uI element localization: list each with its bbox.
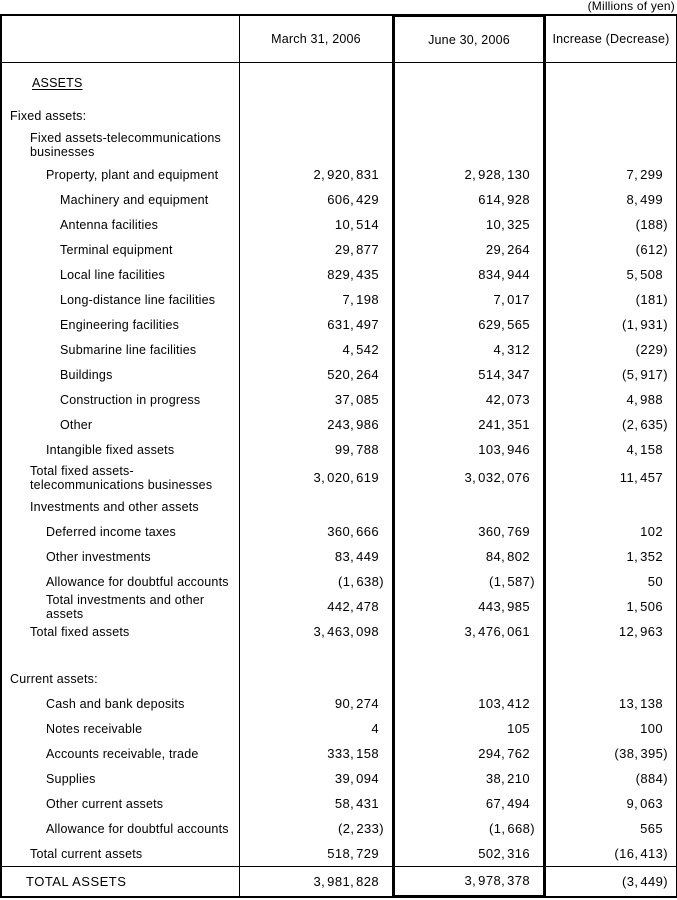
row-label-cell bbox=[0, 741, 240, 766]
value-cell bbox=[240, 437, 395, 462]
table-row bbox=[0, 791, 677, 816]
table-row bbox=[0, 841, 677, 866]
cell-value: 67, 494 bbox=[485, 795, 530, 811]
row-label: Construction in progress bbox=[60, 392, 201, 407]
value-cell bbox=[395, 387, 546, 412]
row-label-cell bbox=[0, 412, 240, 437]
cell-value: 50 bbox=[647, 573, 663, 589]
value-cell bbox=[395, 128, 546, 162]
row-label: Fixed assets-telecommunications businesses bbox=[30, 131, 221, 159]
cell-value: 103, 946 bbox=[478, 441, 530, 457]
cell-value: (16, 413) bbox=[614, 845, 668, 861]
value-cell bbox=[395, 841, 546, 866]
row-label: Long-distance line facilities bbox=[60, 292, 216, 307]
value-cell bbox=[395, 187, 546, 212]
table-header-row bbox=[0, 14, 677, 63]
row-label-cell bbox=[0, 63, 240, 103]
value-cell bbox=[395, 691, 546, 716]
value-cell bbox=[240, 162, 395, 187]
value-cell bbox=[395, 816, 546, 841]
cell-value: 241, 351 bbox=[478, 416, 530, 432]
value-cell bbox=[240, 816, 395, 841]
header-cell-march bbox=[240, 14, 395, 63]
row-label-cell bbox=[0, 287, 240, 312]
value-cell bbox=[240, 128, 395, 162]
value-cell bbox=[546, 437, 677, 462]
row-label-cell bbox=[0, 691, 240, 716]
row-label-cell bbox=[0, 716, 240, 741]
value-cell bbox=[546, 791, 677, 816]
cell-value: 294, 762 bbox=[478, 745, 530, 761]
value-cell bbox=[395, 262, 546, 287]
table-row bbox=[0, 437, 677, 462]
row-label-cell bbox=[0, 544, 240, 569]
table-row bbox=[0, 212, 677, 237]
value-cell bbox=[395, 866, 546, 898]
value-cell bbox=[240, 287, 395, 312]
value-cell bbox=[395, 462, 546, 494]
value-cell bbox=[395, 437, 546, 462]
value-cell bbox=[546, 312, 677, 337]
header-cell-labels bbox=[0, 14, 240, 63]
cell-value: 5, 508 bbox=[626, 266, 663, 282]
value-cell bbox=[546, 716, 677, 741]
row-label: Investments and other assets bbox=[30, 499, 199, 514]
value-cell bbox=[395, 716, 546, 741]
row-label-cell bbox=[0, 569, 240, 594]
value-cell bbox=[395, 791, 546, 816]
value-cell bbox=[546, 162, 677, 187]
cell-value: (2, 635) bbox=[621, 416, 668, 432]
cell-value: 39, 094 bbox=[334, 770, 379, 786]
cell-value: 29, 264 bbox=[485, 241, 530, 257]
row-label: Engineering facilities bbox=[60, 317, 180, 332]
row-label: Intangible fixed assets bbox=[46, 442, 175, 457]
value-cell bbox=[240, 691, 395, 716]
row-label: Submarine line facilities bbox=[60, 342, 197, 357]
cell-value: 10, 514 bbox=[334, 216, 379, 232]
value-cell bbox=[395, 619, 546, 644]
value-cell bbox=[395, 494, 546, 519]
table-row bbox=[0, 412, 677, 437]
row-label: Other current assets bbox=[46, 796, 164, 811]
value-cell bbox=[240, 841, 395, 866]
column-header-march-31-2006: March 31, 2006 bbox=[271, 32, 361, 46]
row-label: Terminal equipment bbox=[60, 242, 173, 257]
value-cell bbox=[395, 569, 546, 594]
cell-value: 11, 457 bbox=[619, 470, 663, 485]
value-cell bbox=[546, 128, 677, 162]
cell-value: 606, 429 bbox=[327, 191, 379, 207]
row-label-cell bbox=[0, 644, 240, 666]
cell-value: 243, 986 bbox=[327, 416, 379, 432]
row-label-cell bbox=[0, 594, 240, 619]
table-row bbox=[0, 262, 677, 287]
row-label-cell bbox=[0, 262, 240, 287]
row-label: TOTAL ASSETS bbox=[26, 873, 127, 889]
row-label: Supplies bbox=[46, 771, 96, 786]
value-cell bbox=[546, 619, 677, 644]
row-label-cell bbox=[0, 766, 240, 791]
row-label-cell bbox=[0, 494, 240, 519]
row-label-cell bbox=[0, 312, 240, 337]
value-cell bbox=[395, 237, 546, 262]
cell-value: (38, 395) bbox=[614, 745, 668, 761]
cell-value: 7, 017 bbox=[493, 291, 530, 307]
cell-value: 629, 565 bbox=[478, 316, 530, 332]
row-label: Other bbox=[60, 417, 93, 432]
value-cell bbox=[546, 212, 677, 237]
row-label-cell bbox=[0, 162, 240, 187]
cell-value: 10, 325 bbox=[485, 216, 530, 232]
table-row bbox=[0, 766, 677, 791]
value-cell bbox=[240, 741, 395, 766]
value-cell bbox=[240, 262, 395, 287]
row-label: Antenna facilities bbox=[60, 217, 159, 232]
value-cell bbox=[240, 63, 395, 103]
value-cell bbox=[546, 766, 677, 791]
row-label-cell bbox=[0, 462, 240, 494]
row-label-cell bbox=[0, 212, 240, 237]
cell-value: 565 bbox=[640, 820, 663, 836]
table-row bbox=[0, 128, 677, 162]
row-label-cell bbox=[0, 103, 240, 128]
table-row bbox=[0, 716, 677, 741]
value-cell bbox=[240, 594, 395, 619]
cell-value: 333, 158 bbox=[327, 745, 379, 761]
header-cell-june bbox=[395, 14, 546, 63]
cell-value: 1, 506 bbox=[626, 598, 663, 614]
cell-value: 614, 928 bbox=[478, 191, 530, 207]
table-row bbox=[0, 866, 677, 898]
unit-note: (Millions of yen) bbox=[587, 0, 675, 13]
table-row bbox=[0, 312, 677, 337]
value-cell bbox=[395, 741, 546, 766]
cell-value: 360, 666 bbox=[327, 523, 379, 539]
row-label-cell bbox=[0, 866, 240, 898]
value-cell bbox=[395, 63, 546, 103]
value-cell bbox=[546, 741, 677, 766]
value-cell bbox=[240, 866, 395, 898]
value-cell bbox=[395, 212, 546, 237]
value-cell bbox=[395, 362, 546, 387]
cell-value: 12, 963 bbox=[618, 623, 663, 639]
row-label-cell bbox=[0, 387, 240, 412]
row-label-cell bbox=[0, 791, 240, 816]
table-row bbox=[0, 569, 677, 594]
value-cell bbox=[240, 462, 395, 494]
cell-value: 514, 347 bbox=[478, 366, 530, 382]
cell-value: 360, 769 bbox=[478, 523, 530, 539]
column-header-june-30-2006: June 30, 2006 bbox=[428, 32, 510, 47]
value-cell bbox=[240, 212, 395, 237]
value-cell bbox=[240, 237, 395, 262]
cell-value: 83, 449 bbox=[334, 548, 379, 564]
cell-value: 834, 944 bbox=[478, 266, 530, 282]
cell-value: 518, 729 bbox=[327, 845, 379, 861]
value-cell bbox=[395, 162, 546, 187]
value-cell bbox=[395, 666, 546, 691]
row-label-cell bbox=[0, 816, 240, 841]
value-cell bbox=[395, 337, 546, 362]
row-label: Allowance for doubtful accounts bbox=[46, 574, 229, 589]
row-label-cell bbox=[0, 362, 240, 387]
table-row bbox=[0, 337, 677, 362]
cell-value: (884) bbox=[635, 770, 668, 786]
row-label-cell bbox=[0, 841, 240, 866]
row-label: Total investments and other assets bbox=[46, 594, 205, 619]
assets-table bbox=[0, 14, 677, 898]
row-label: Other investments bbox=[46, 549, 151, 564]
row-label-cell bbox=[0, 437, 240, 462]
cell-value: 1, 352 bbox=[626, 548, 663, 564]
value-cell bbox=[546, 103, 677, 128]
value-cell bbox=[240, 387, 395, 412]
cell-value: 7, 198 bbox=[342, 291, 379, 307]
table-row bbox=[0, 691, 677, 716]
value-cell bbox=[546, 287, 677, 312]
value-cell bbox=[240, 666, 395, 691]
value-cell bbox=[240, 569, 395, 594]
cell-value: 4, 988 bbox=[626, 391, 663, 407]
column-header-increase-decrease: Increase (Decrease) bbox=[552, 32, 670, 46]
table-row bbox=[0, 462, 677, 494]
cell-value: 9, 063 bbox=[626, 795, 663, 811]
row-label: Notes receivable bbox=[46, 721, 143, 736]
row-label-cell bbox=[0, 619, 240, 644]
value-cell bbox=[240, 716, 395, 741]
cell-value: (1, 668) bbox=[488, 820, 535, 836]
cell-value: 29, 877 bbox=[334, 241, 379, 257]
cell-value: 3, 981, 828 bbox=[313, 873, 379, 889]
value-cell bbox=[240, 312, 395, 337]
cell-value: (612) bbox=[635, 241, 668, 257]
cell-value: 13, 138 bbox=[618, 695, 663, 711]
cell-value: 7, 299 bbox=[626, 166, 663, 182]
value-cell bbox=[546, 412, 677, 437]
value-cell bbox=[395, 519, 546, 544]
cell-value: 502, 316 bbox=[478, 845, 530, 861]
table-row bbox=[0, 544, 677, 569]
cell-value: 2, 920, 831 bbox=[313, 166, 379, 182]
header-cell-change bbox=[546, 14, 677, 63]
cell-value: 37, 085 bbox=[334, 391, 379, 407]
cell-value: (2, 233) bbox=[337, 820, 384, 836]
value-cell bbox=[546, 237, 677, 262]
value-cell bbox=[240, 337, 395, 362]
row-label-cell bbox=[0, 237, 240, 262]
cell-value: 99, 788 bbox=[334, 441, 379, 457]
value-cell bbox=[546, 494, 677, 519]
cell-value: 4, 158 bbox=[626, 441, 663, 457]
cell-value: (5, 917) bbox=[621, 366, 668, 382]
value-cell bbox=[240, 644, 395, 666]
table-row bbox=[0, 387, 677, 412]
value-cell bbox=[240, 791, 395, 816]
table-row bbox=[0, 816, 677, 841]
cell-value: 3, 020, 619 bbox=[313, 470, 379, 485]
row-label-cell bbox=[0, 187, 240, 212]
cell-value: 829, 435 bbox=[327, 266, 379, 282]
value-cell bbox=[546, 519, 677, 544]
value-cell bbox=[546, 691, 677, 716]
table-row bbox=[0, 237, 677, 262]
value-cell bbox=[395, 544, 546, 569]
cell-value: 8, 499 bbox=[626, 191, 663, 207]
table-row bbox=[0, 287, 677, 312]
row-label: Local line facilities bbox=[60, 267, 165, 282]
row-label: Buildings bbox=[60, 367, 113, 382]
cell-value: (229) bbox=[635, 341, 668, 357]
table-row bbox=[0, 594, 677, 619]
value-cell bbox=[546, 262, 677, 287]
value-cell bbox=[240, 412, 395, 437]
row-label: Machinery and equipment bbox=[60, 192, 209, 207]
cell-value: (188) bbox=[635, 216, 668, 232]
cell-value: (181) bbox=[635, 291, 668, 307]
value-cell bbox=[546, 866, 677, 898]
value-cell bbox=[240, 494, 395, 519]
row-label-cell bbox=[0, 337, 240, 362]
cell-value: (3, 449) bbox=[621, 873, 668, 889]
table-row bbox=[0, 619, 677, 644]
cell-value: 4 bbox=[371, 720, 379, 736]
row-label: Property, plant and equipment bbox=[46, 167, 219, 182]
table-row bbox=[0, 362, 677, 387]
cell-value: 4, 542 bbox=[342, 341, 379, 357]
row-label-cell bbox=[0, 666, 240, 691]
row-label: Total current assets bbox=[30, 846, 143, 861]
value-cell bbox=[240, 544, 395, 569]
value-cell bbox=[395, 103, 546, 128]
table-row bbox=[0, 63, 677, 103]
row-label: Current assets: bbox=[10, 671, 98, 686]
value-cell bbox=[395, 412, 546, 437]
cell-value: 105 bbox=[507, 720, 530, 736]
cell-value: 103, 412 bbox=[478, 695, 530, 711]
value-cell bbox=[546, 816, 677, 841]
cell-value: 631, 497 bbox=[327, 316, 379, 332]
cell-value: 4, 312 bbox=[493, 341, 530, 357]
value-cell bbox=[240, 187, 395, 212]
cell-value: (1, 587) bbox=[488, 573, 535, 589]
value-cell bbox=[395, 312, 546, 337]
cell-value: 100 bbox=[640, 720, 663, 736]
value-cell bbox=[546, 337, 677, 362]
value-cell bbox=[546, 387, 677, 412]
table-row bbox=[0, 519, 677, 544]
table-row bbox=[0, 666, 677, 691]
value-cell bbox=[240, 619, 395, 644]
table-row bbox=[0, 494, 677, 519]
value-cell bbox=[546, 594, 677, 619]
cell-value: 42, 073 bbox=[485, 391, 530, 407]
value-cell bbox=[240, 362, 395, 387]
value-cell bbox=[395, 766, 546, 791]
cell-value: 520, 264 bbox=[327, 366, 379, 382]
value-cell bbox=[240, 519, 395, 544]
value-cell bbox=[395, 287, 546, 312]
table-row bbox=[0, 103, 677, 128]
cell-value: 3, 978, 378 bbox=[464, 873, 530, 888]
value-cell bbox=[546, 644, 677, 666]
row-label: Total fixed assets-telecommunications businesses bbox=[30, 464, 213, 492]
cell-value: 90, 274 bbox=[334, 695, 379, 711]
value-cell bbox=[546, 666, 677, 691]
row-label-cell bbox=[0, 128, 240, 162]
row-label: Total fixed assets bbox=[30, 624, 130, 639]
table-row bbox=[0, 741, 677, 766]
row-label: Deferred income taxes bbox=[46, 524, 176, 539]
cell-value: 3, 476, 061 bbox=[464, 623, 530, 639]
row-label: Fixed assets: bbox=[10, 108, 87, 123]
cell-value: (1, 638) bbox=[337, 573, 384, 589]
cell-value: 3, 463, 098 bbox=[313, 623, 379, 639]
row-label: Allowance for doubtful accounts bbox=[46, 821, 229, 836]
cell-value: 2, 928, 130 bbox=[464, 166, 530, 182]
cell-value: (1, 931) bbox=[621, 316, 668, 332]
row-label: Accounts receivable, trade bbox=[46, 746, 199, 761]
cell-value: 84, 802 bbox=[485, 548, 530, 564]
table-row bbox=[0, 187, 677, 212]
cell-value: 38, 210 bbox=[485, 770, 530, 786]
cell-value: 102 bbox=[640, 523, 663, 539]
value-cell bbox=[546, 544, 677, 569]
value-cell bbox=[395, 594, 546, 619]
value-cell bbox=[240, 766, 395, 791]
value-cell bbox=[240, 103, 395, 128]
value-cell bbox=[546, 187, 677, 212]
table-body bbox=[0, 63, 677, 898]
value-cell bbox=[546, 362, 677, 387]
spacer-row bbox=[0, 644, 677, 666]
row-label: Cash and bank deposits bbox=[46, 696, 185, 711]
cell-value: 58, 431 bbox=[334, 795, 379, 811]
value-cell bbox=[546, 63, 677, 103]
table-row bbox=[0, 162, 677, 187]
value-cell bbox=[546, 462, 677, 494]
cell-value: 3, 032, 076 bbox=[464, 470, 530, 485]
cell-value: 442, 478 bbox=[327, 598, 379, 614]
cell-value: 443, 985 bbox=[478, 598, 530, 614]
value-cell bbox=[395, 644, 546, 666]
value-cell bbox=[546, 569, 677, 594]
row-label: ASSETS bbox=[32, 76, 83, 90]
value-cell bbox=[546, 841, 677, 866]
row-label-cell bbox=[0, 519, 240, 544]
